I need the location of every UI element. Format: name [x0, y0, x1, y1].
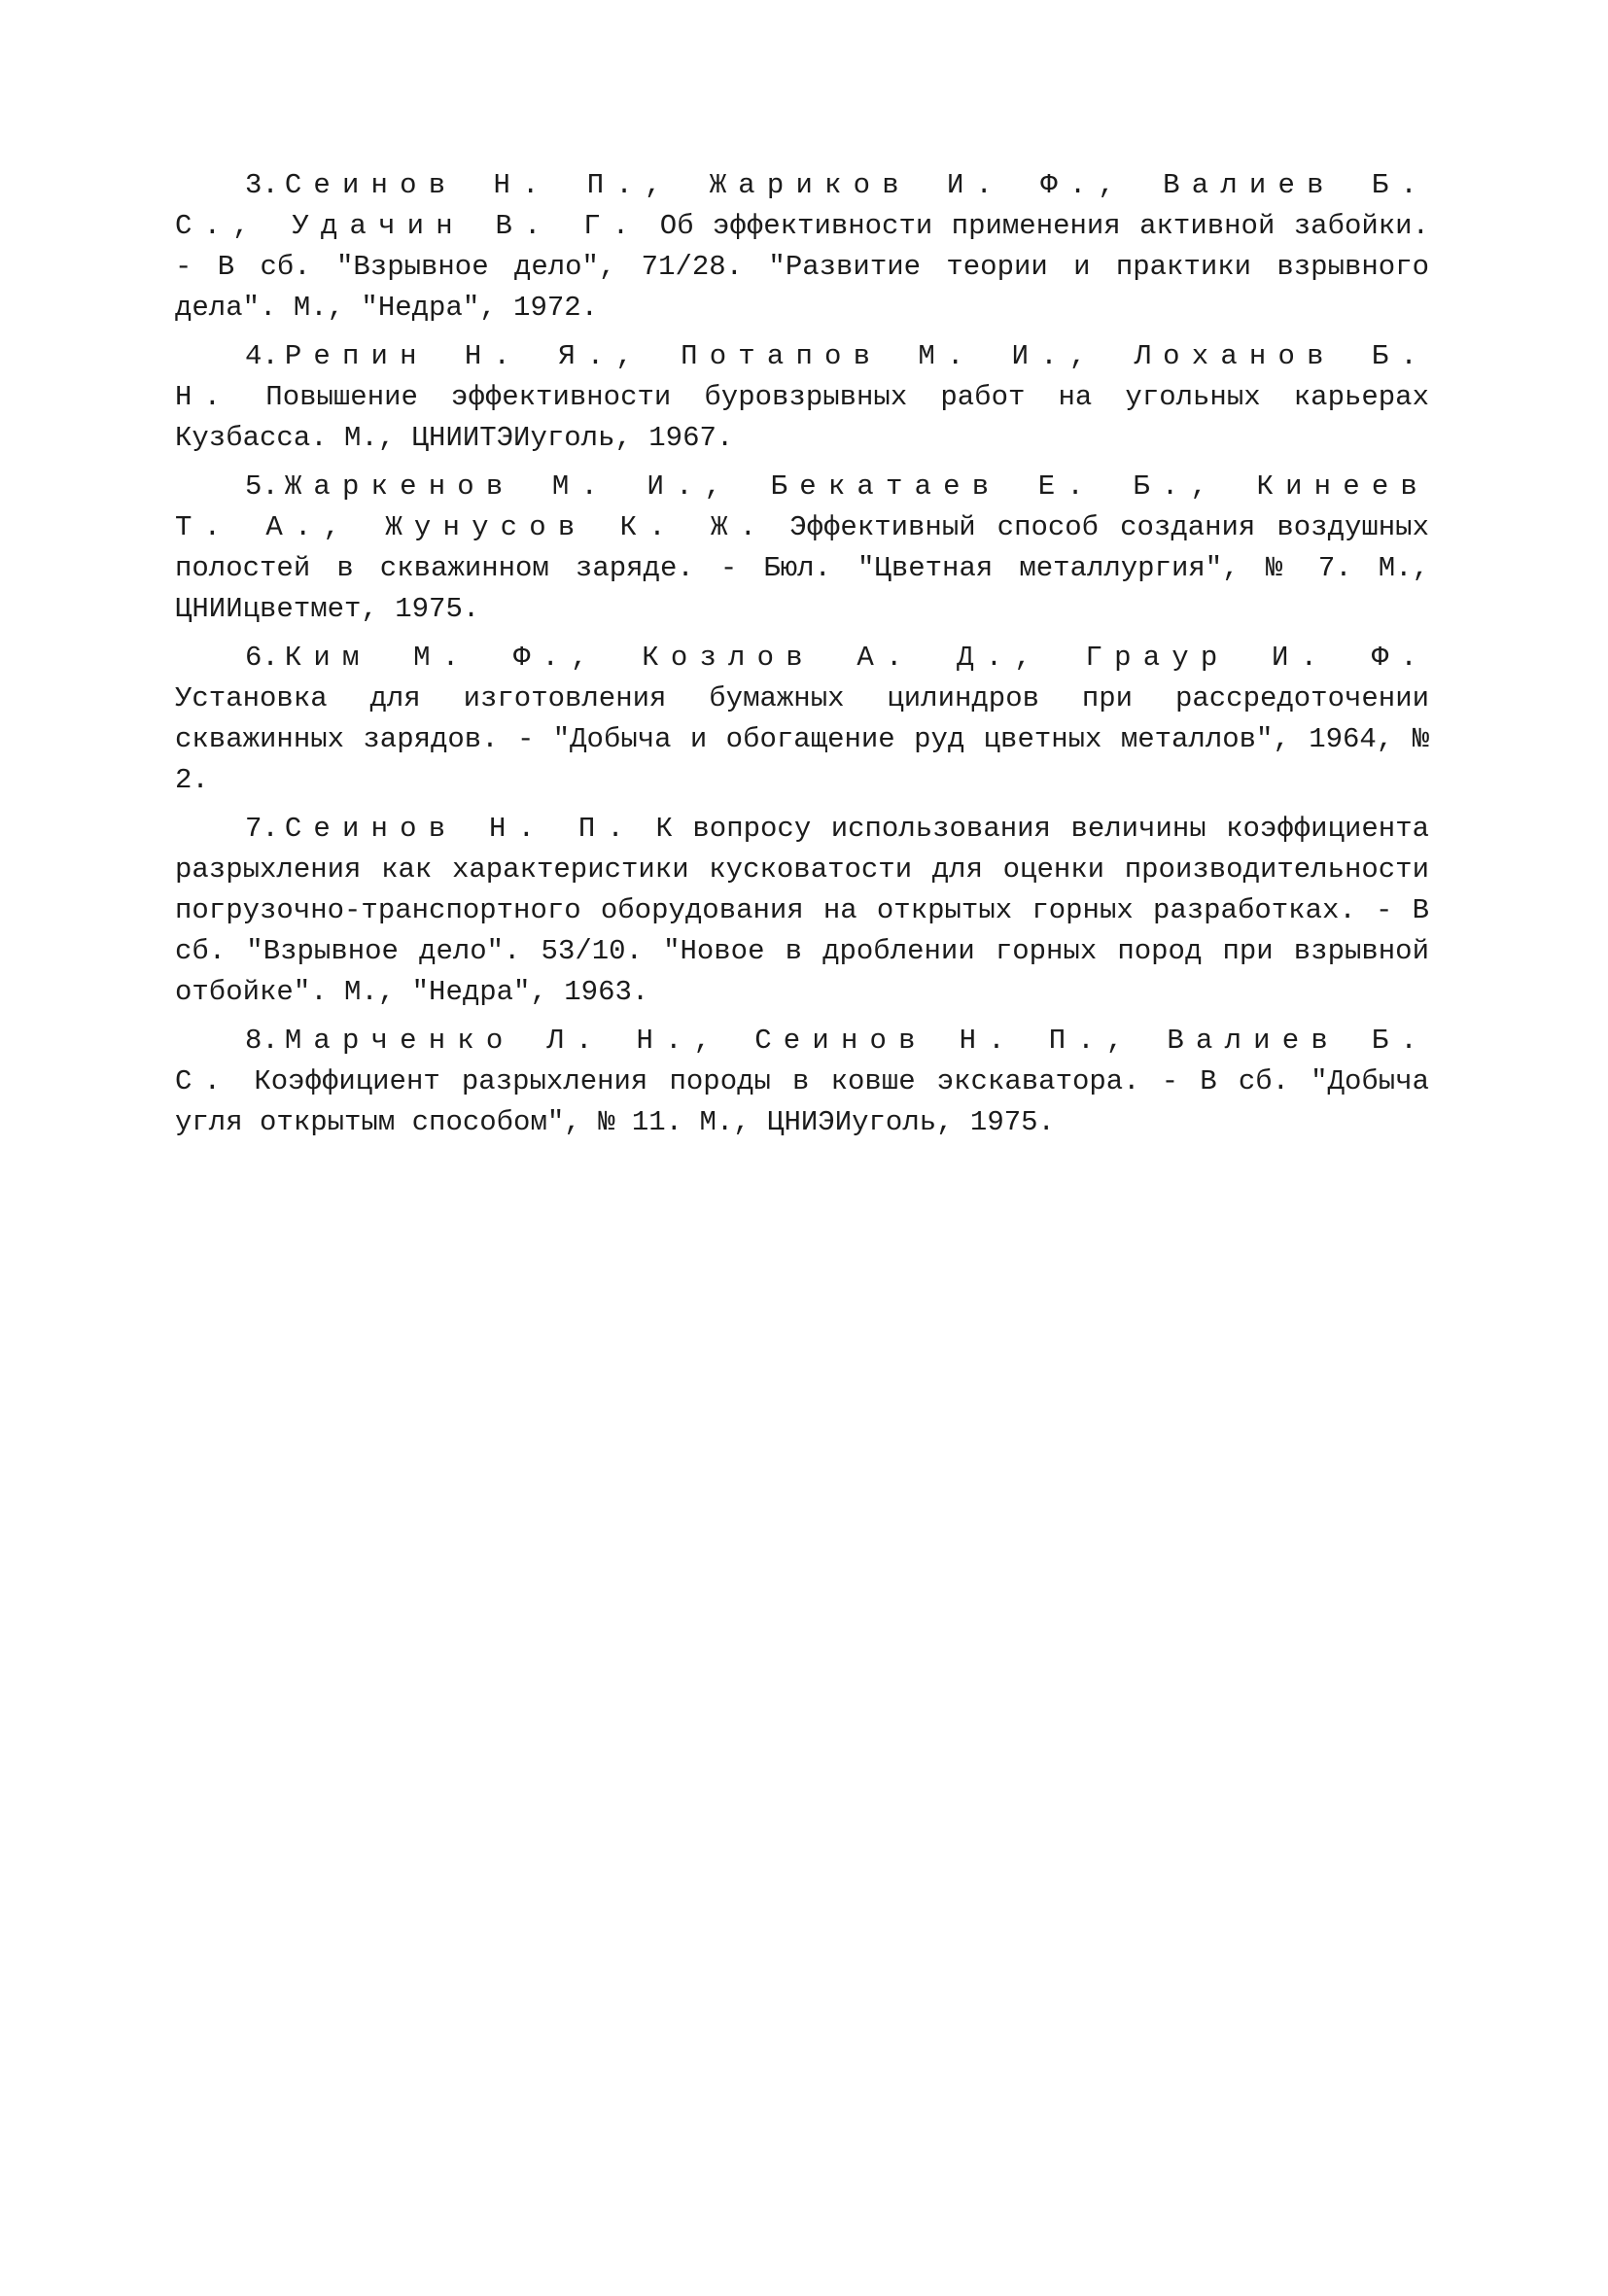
reference-authors: Марченко Л. Н., Сеинов Н. П., Валиев Б. С.	[175, 1025, 1429, 1097]
reference-item-3	[175, 165, 1429, 329]
reference-body: Повышение эффективности буровзрывных работ на угольных карьерах Кузбасса. М., ЦНИИТЭИуголь, 1967.	[175, 381, 1429, 454]
reference-item-7	[175, 809, 1429, 1013]
reference-item-6	[175, 638, 1429, 801]
reference-body: Установка для изготовления бумажных цилиндров при рассредоточении скважинных зарядов. - "Добыча и обогащение руд цветных металлов", 1964, № 2.	[175, 682, 1429, 796]
reference-body: Эффективный способ создания воздушных полостей в скважинном заряде. - Бюл. "Цветная металлургия", № 7. М., ЦНИИцветмет, 1975.	[175, 511, 1429, 625]
reference-number: 5.	[245, 470, 279, 503]
reference-authors: Жаркенов М. И., Бекатаев Е. Б., Кинеев Т. А., Жунусов К. Ж.	[175, 470, 1429, 543]
reference-authors: Сеинов Н. П., Жариков И. Ф., Валиев Б. С., Удачин В. Г.	[175, 169, 1429, 242]
reference-body: Коэффициент разрыхления породы в ковше экскаватора. - В сб. "Добыча угля открытым способом", № 11. М., ЦНИЭИуголь, 1975.	[175, 1065, 1429, 1138]
reference-authors: Репин Н. Я., Потапов М. И., Лоханов Б. Н.	[175, 340, 1429, 413]
reference-number: 4.	[245, 340, 279, 372]
reference-number: 7.	[245, 813, 279, 845]
reference-number: 6.	[245, 642, 279, 674]
reference-number: 3.	[245, 169, 279, 201]
reference-body: К вопросу использования величины коэффициента разрыхления как характеристики кусковатости для оценки производительности погрузочно-транспортного оборудования на открытых горных разработках. - В сб. "Взрывное дело". 53/10. "Новое в дроблении горных пород при взрывной отбойке". М., "Недра", 1963.	[175, 813, 1429, 1008]
reference-number: 8.	[245, 1025, 279, 1057]
reference-item-4	[175, 336, 1429, 459]
reference-body: Об эффективности применения активной забойки. - В сб. "Взрывное дело", 71/28. "Развитие теории и практики взрывного дела". М., "Недра", 1972.	[175, 210, 1429, 324]
reference-item-8	[175, 1021, 1429, 1143]
reference-list	[175, 165, 1429, 1151]
reference-authors: Сеинов Н. П.	[284, 813, 636, 845]
reference-item-5	[175, 467, 1429, 630]
reference-authors: Ким М. Ф., Козлов А. Д., Граур И. Ф.	[284, 642, 1429, 674]
